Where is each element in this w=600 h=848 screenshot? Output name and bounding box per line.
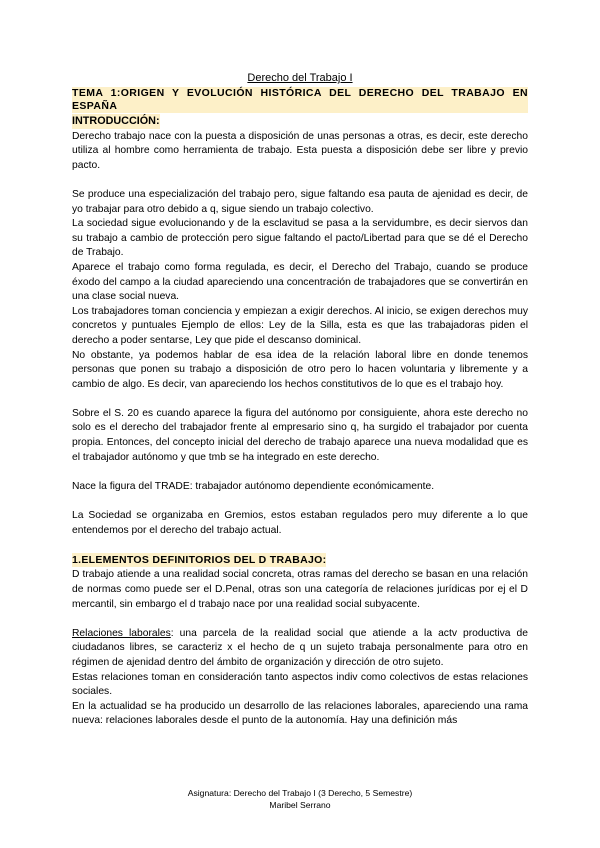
paragraph: Sobre el S. 20 es cuando aparece la figura del autónomo por consiguiente, ahora este derecho no solo es el derecho del trabajador frente al empresario sino q, ha surgido el trabajador por cuenta propia. Entonces, del concepto inicial del derecho de trabajo aparece una nueva modalidad que es el trabajador autónomo y que tmb se ha integrado en este derecho.: [72, 407, 528, 463]
tema-heading: TEMA 1:ORIGEN Y EVOLUCIÓN HISTÓRICA DEL DERECHO DEL TRABAJO EN ESPAÑA: [72, 87, 528, 112]
paragraph: Los trabajadores toman conciencia y empiezan a exigir derechos. Al inicio, se exigen derechos muy concretos y puntuales Ejemplo de ellos: Ley de la Silla, esta es que las trabajadoras piden el derecho a poder sentarse, Ley que pide el descanso dominical.: [72, 305, 528, 346]
paragraph: Estas relaciones toman en consideración tanto aspectos indiv como colectivos de estas relaciones sociales.: [72, 671, 528, 698]
paragraph: Derecho trabajo nace con la puesta a disposición de unas personas a otras, es decir, este derecho utiliza al hombre como herramienta de trabajo. Esta puesta a disposición debe ser libre y previo pacto.: [72, 130, 528, 171]
paragraph: La sociedad sigue evolucionando y de la esclavitud se pasa a la servidumbre, es decir siervos dan su trabajo a cambio de protección pero sigue faltando el pacto/Libertad para que se dé el Derecho de Trabajo.: [72, 218, 528, 259]
relaciones-term: Relaciones laborales: [72, 627, 171, 639]
page-footer: [0, 787, 600, 811]
intro-heading: INTRODUCCIÓN:: [72, 115, 160, 127]
footer-subject: Asignatura: Derecho del Trabajo I (3 Derecho, 5 Semestre): [187, 788, 413, 798]
document-body: [72, 87, 528, 729]
paragraph: D trabajo atiende a una realidad social concreta, otras ramas del derecho se basan en una relación de normas como puede ser el D.Penal, otras son una categoría de relaciones jurídicas por ej el D mercantil, sin embargo el d trabajo nace por una realidad social subyacente.: [72, 569, 528, 610]
document-title: Derecho del Trabajo I: [247, 72, 353, 84]
paragraph-relaciones: [72, 627, 528, 671]
footer-author: Maribel Serrano: [269, 800, 331, 810]
paragraph: Nace la figura del TRADE: trabajador autónomo dependiente económicamente.: [72, 480, 435, 492]
paragraph: La Sociedad se organizaba en Gremios, estos estaban regulados pero muy diferente a lo que entendemos por el derecho del trabajo actual.: [72, 510, 528, 536]
relaciones-definition: : una parcela de la realidad social que atiende a la actv productiva de ciudadanos libres, se caracteriz x el hecho de q un sujeto trabaja personalmente para otro en régimen de ajenidad dentro del ámbito de organización y dirección de otro sujeto.: [72, 627, 528, 668]
paragraph: Se produce una especialización del trabajo pero, sigue faltando esa pauta de ajenidad es decir, de yo trabajar para otro debido a q, sigue siendo un trabajo colectivo.: [72, 188, 528, 215]
section-heading: 1.ELEMENTOS DEFINITORIOS DEL D TRABAJO:: [72, 553, 327, 566]
paragraph: Aparece el trabajo como forma regulada, es decir, el Derecho del Trabajo, cuando se produce éxodo del campo a la ciudad apareciendo una concentración de trabajadores que se convertirán en una clase social nueva.: [72, 261, 528, 303]
paragraph: En la actualidad se ha producido un desarrollo de las relaciones laborales, apareciendo una rama nueva: relaciones laborales desde el punto de la autonomía. Hay una definición más: [72, 700, 528, 727]
paragraph: No obstante, ya podemos hablar de esa idea de la relación laboral libre en donde tenemos personas que ponen su trabajo a disposición de otro pero lo hacen voluntaria y libremente y a cambio de algo. Es decir, van apareciendo los hechos constitutivos de lo que es el trabajo hoy.: [72, 349, 528, 390]
